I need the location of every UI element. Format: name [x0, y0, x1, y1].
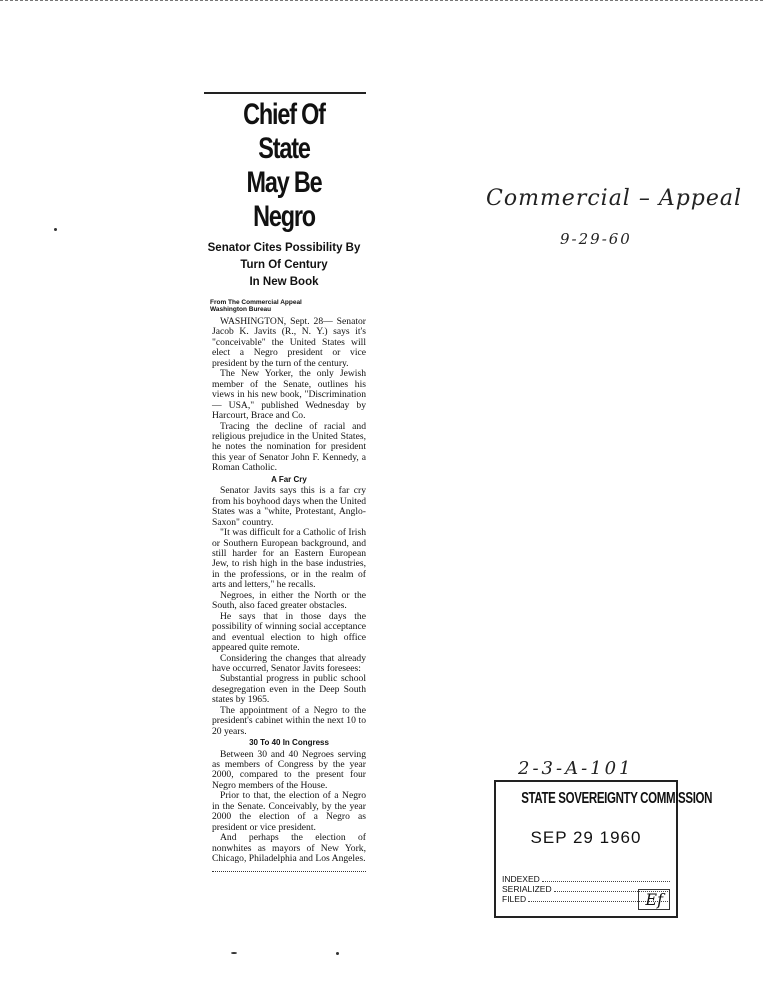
stamp-field-label: SERIALIZED — [502, 884, 552, 894]
subhead-line-2: Turn Of Century — [240, 259, 328, 271]
paragraph: The appointment of a Negro to the president's cabinet within the next 10 to 20 years. — [212, 704, 366, 737]
subheadline — [198, 240, 370, 291]
paragraph: Prior to that, the election of a Negro in the Senate. Conceivably, by the year 2000 the election of a Negro as president or vice president. — [212, 790, 366, 833]
source-credit — [210, 299, 370, 313]
stamp-initials: Ef — [638, 889, 670, 910]
top-rule — [204, 92, 366, 94]
paragraph: Substantial progress in public school desegregation even in the Deep South states by 1965. — [212, 673, 366, 706]
paragraph: Considering the changes that already have occurred, Senator Javits foresees: — [212, 652, 366, 674]
paragraph: The New Yorker, the only Jewish member of the Senate, outlines his views in his new book, "Discrimination — USA," published Wednesday by Harcourt, Brace and Co. — [212, 368, 366, 422]
stamp-field-label: INDEXED — [502, 874, 540, 884]
stamp-title: STATE SOVEREIGNTY COMMISSION — [521, 790, 713, 807]
subhead-line-3: In New Book — [249, 276, 319, 288]
scan-edge-marks — [0, 0, 763, 1]
paragraph: WASHINGTON, Sept. 28— Senator Jacob K. Javits (R., N. Y.) says it's "conceivable" the United States will elect a Negro president or vice president by the turn of the century. — [212, 316, 366, 369]
section-subhead: A Far Cry — [271, 474, 307, 484]
handwritten-publication: Commercial – Appeal — [486, 186, 743, 211]
article-body — [212, 317, 366, 865]
handwritten-file-number: 2-3-A-101 — [518, 758, 634, 779]
source-line-1: From The Commercial Appeal — [210, 299, 302, 306]
stamp-date: SEP 29 1960 — [530, 828, 642, 847]
stamp-field-label: FILED — [502, 894, 527, 904]
headline-line-1: Chief Of State — [243, 98, 325, 165]
section-subhead: 30 To 40 In Congress — [249, 738, 329, 748]
scan-speck — [231, 952, 237, 954]
handwritten-date: 9-29-60 — [560, 230, 632, 248]
paragraph: And perhaps the election of nonwhites as mayors of New York, Chicago, Philadelphia and Los Angeles. — [212, 832, 366, 865]
subhead-line-1: Senator Cites Possibility By — [207, 242, 361, 254]
commission-stamp — [494, 780, 713, 918]
stamp-field-indexed — [502, 874, 670, 884]
headline — [217, 98, 351, 234]
paragraph: Tracing the decline of racial and religious prejudice in the United States, he notes the nomination for president this year of Senator John F. Kennedy, a Roman Catholic. — [212, 420, 366, 474]
scan-speck — [336, 952, 339, 955]
scan-speck — [54, 228, 57, 231]
paragraph: "It was difficult for a Catholic of Irish or Southern European background, and still harder for an Eastern European Jew, to rish high in the base industries, in the professions, or in the realm of arts and letters," he recalls. — [212, 527, 366, 591]
paragraph: Negroes, in either the North or the South, also faced greater obstacles. — [212, 589, 366, 612]
paragraph: Senator Javits says this is a far cry from his boyhood days when the United States was a "white, Protestant, Anglo-Saxon" country. — [212, 485, 367, 528]
source-line-2: Washington Bureau — [210, 306, 272, 313]
paragraph: Between 30 and 40 Negroes serving as members of Congress by the year 2000, compared to the present four Negro members of the House. — [212, 748, 366, 791]
dotted-line — [542, 874, 670, 882]
headline-line-2: May Be Negro — [246, 166, 322, 233]
paragraph: He says that in those days the possibility of winning social acceptance and eventual election to high office appeared quite remote. — [212, 610, 366, 654]
newspaper-clipping — [198, 92, 370, 960]
bottom-rule — [212, 871, 366, 872]
